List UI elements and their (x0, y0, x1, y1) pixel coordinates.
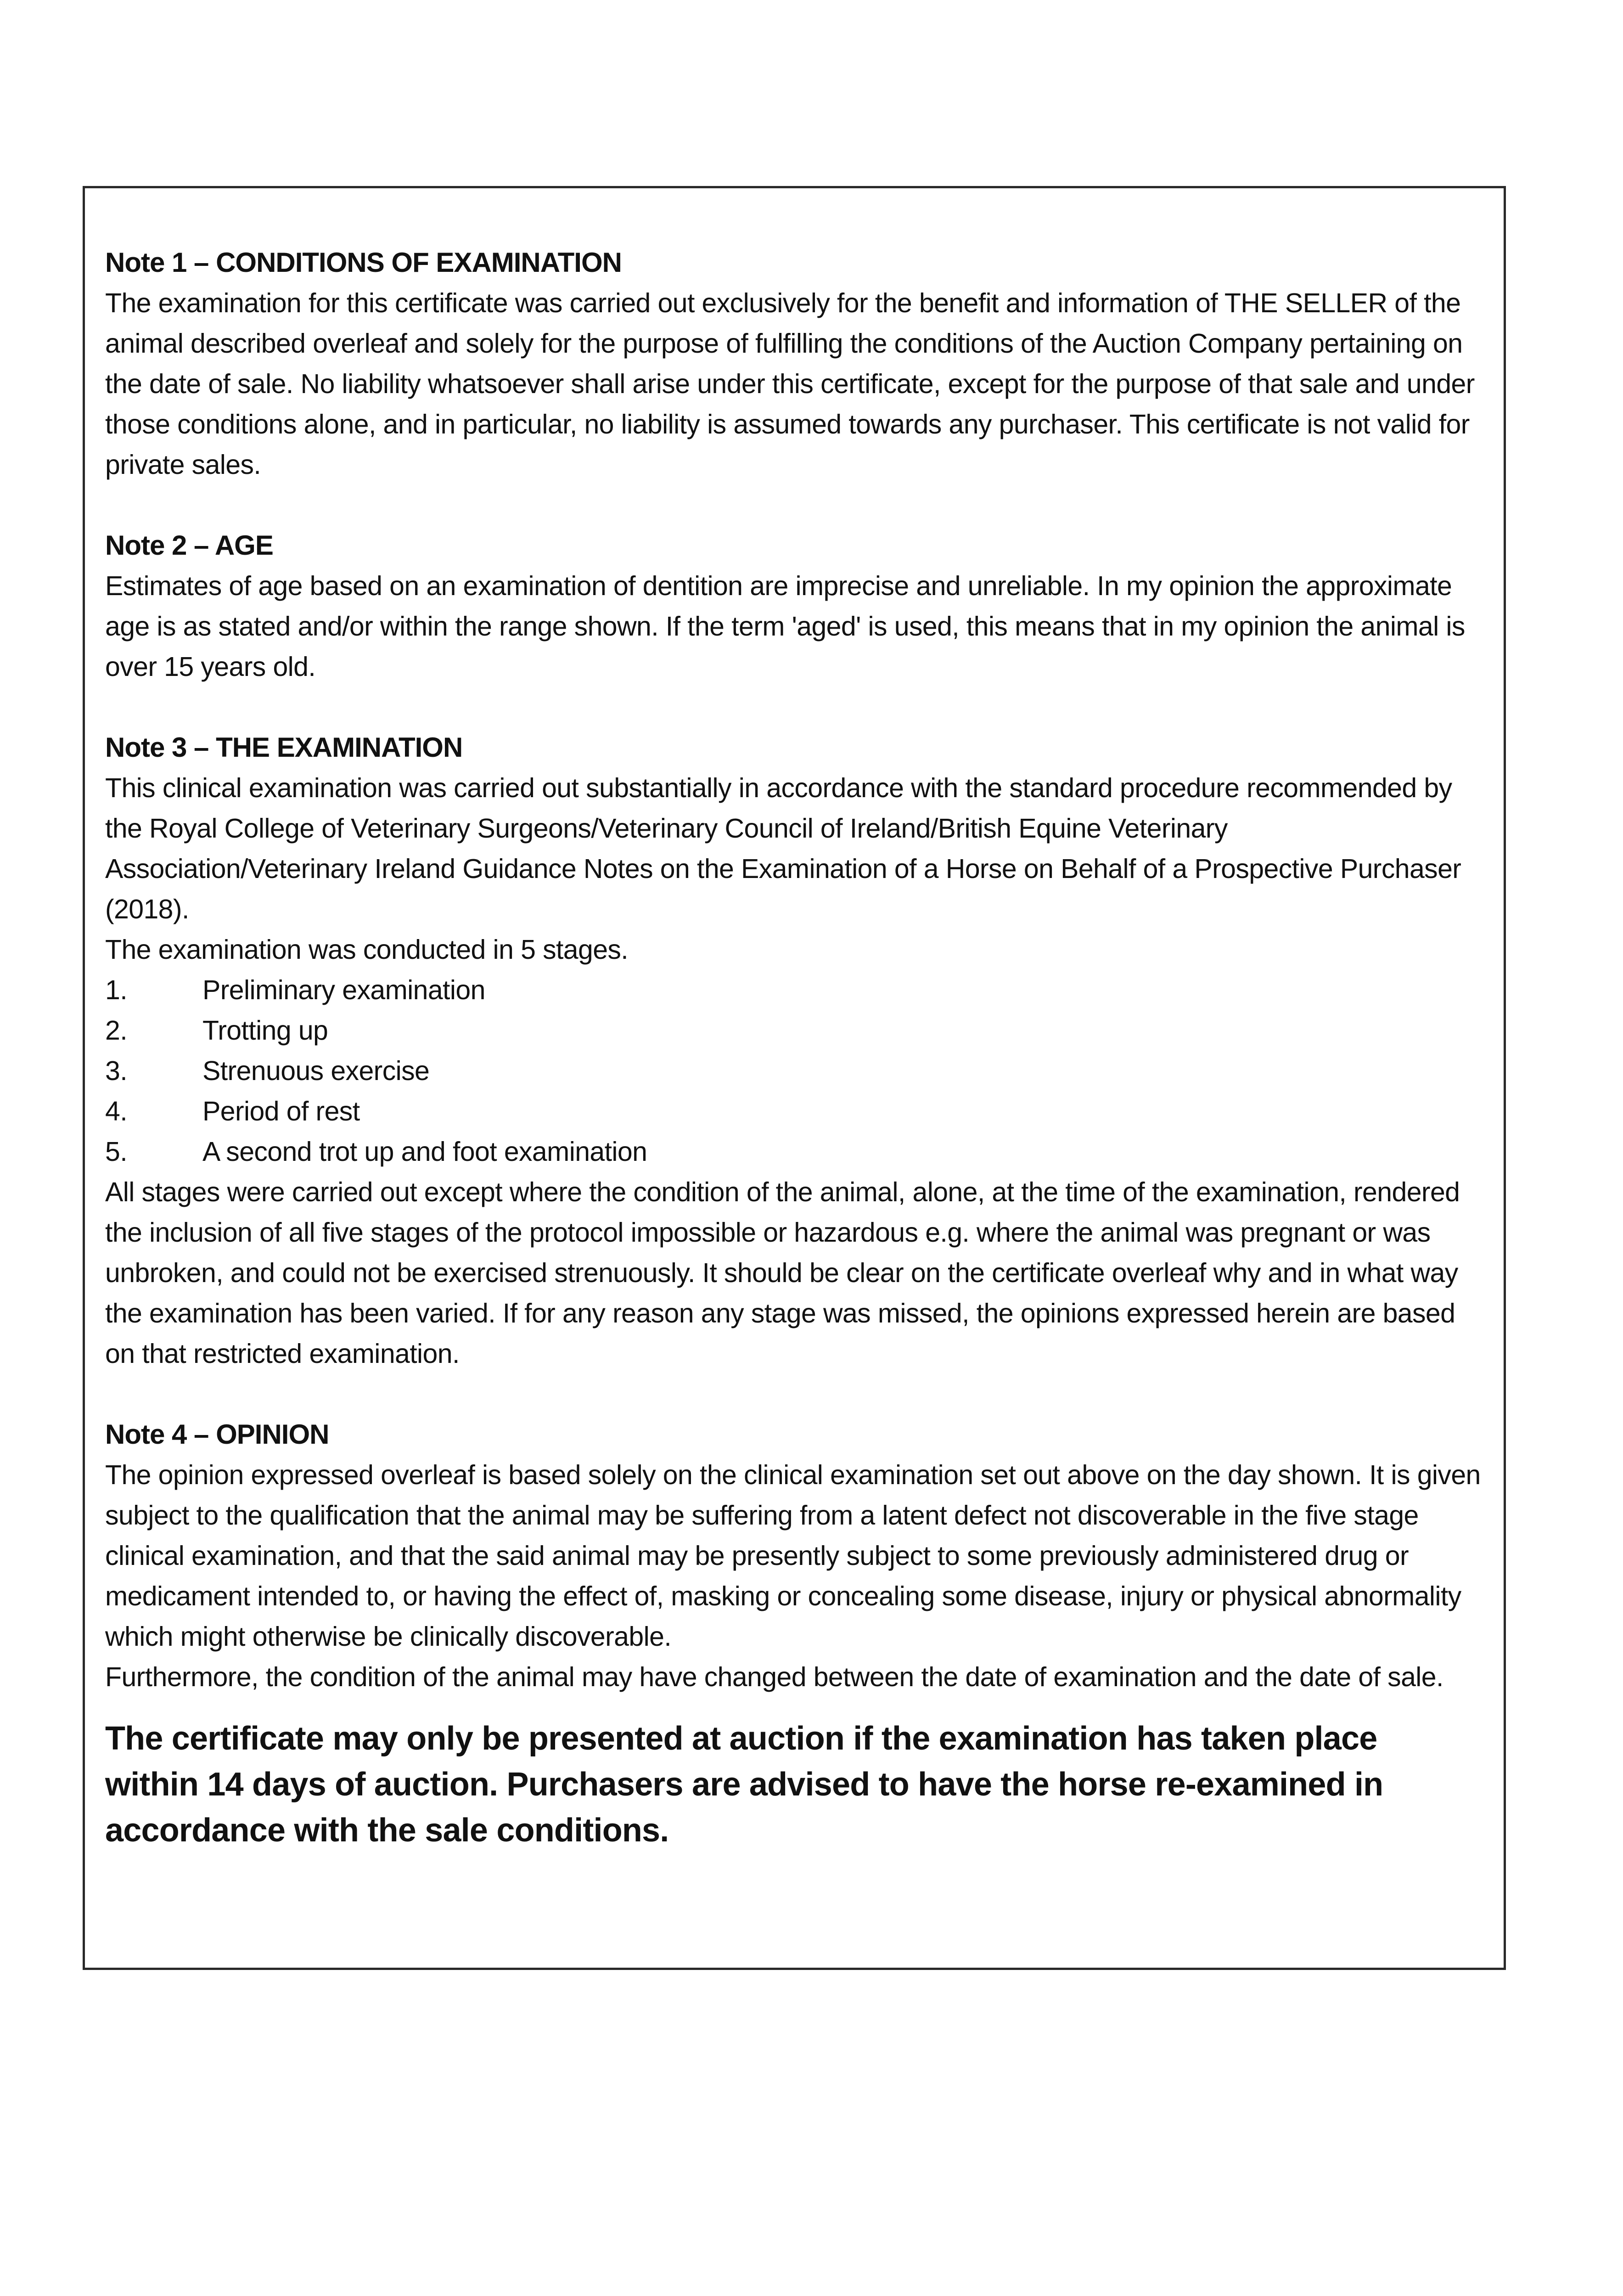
note-paragraph: The examination for this certificate was carried out exclusively for the benefit and information of THE SELLER of the animal described overleaf and solely for the purpose of fulfilling the conditions of the Auction Company pertaining on the date of sale. No liability whatsoever shall arise under this certificate, except for the purpose of that sale and under those conditions alone, and in particular, no liability is assumed towards any purchaser. This certificate is not valid for private sales. (105, 288, 1475, 480)
note-paragraph: Furthermore, the condition of the animal may have changed between the date of examination and the date of sale. (105, 1662, 1443, 1692)
stage-item (105, 1010, 1481, 1051)
stages-intro: The examination was conducted in 5 stages. (105, 934, 629, 965)
note-title: Note 2 – AGE (105, 530, 273, 561)
stage-label: Preliminary examination (202, 975, 485, 1005)
note-title: Note 1 – CONDITIONS OF EXAMINATION (105, 247, 622, 278)
stage-item (105, 970, 1481, 1010)
stage-number: 5. (105, 1137, 128, 1167)
note-opinion (105, 1414, 1481, 1697)
notes-box (83, 186, 1506, 1970)
note-paragraph: All stages were carried out except where the condition of the animal, alone, at the time of the examination, rendered the inclusion of all five stages of the protocol impossible or hazardous e.g. where the animal was pregnant or was unbroken, and could not be exercised strenuously. It should be clear on the certificate overleaf why and in what way the examination has been varied. If for any reason any stage was missed, the opinions expressed herein are based on that restricted examination. (105, 1177, 1460, 1369)
stage-item (105, 1051, 1481, 1091)
final-notice: The certificate may only be presented at auction if the examination has taken place within 14 days of auction. Purchasers are advised to have the horse re-examined in accordance with the sale conditions. (105, 1720, 1383, 1849)
stage-label: Period of rest (202, 1096, 360, 1126)
note-age (105, 525, 1481, 687)
note-title: Note 3 – THE EXAMINATION (105, 732, 463, 763)
stage-list (105, 970, 1481, 1172)
note-paragraph: This clinical examination was carried out substantially in accordance with the standard procedure recommended by the Royal College of Veterinary Surgeons/Veterinary Council of Ireland/British Equine Veterinary Association/Veterinary Ireland Guidance Notes on the Examination of a Horse on Behalf of a Prospective Purchaser (2018). (105, 773, 1461, 924)
note-the-examination (105, 727, 1481, 1374)
stage-label: Trotting up (202, 1015, 328, 1046)
stage-item (105, 1091, 1481, 1131)
stage-item (105, 1131, 1481, 1172)
stage-number: 1. (105, 975, 128, 1005)
note-conditions-of-examination (105, 242, 1481, 485)
stage-label: Strenuous exercise (202, 1056, 430, 1086)
note-paragraph: Estimates of age based on an examination of dentition are imprecise and unreliable. In my opinion the approximate age is as stated and/or within the range shown. If the term 'aged' is used, this means that in my opinion the animal is over 15 years old. (105, 571, 1465, 682)
stage-number: 2. (105, 1015, 128, 1046)
stage-number: 3. (105, 1056, 128, 1086)
stage-number: 4. (105, 1096, 128, 1126)
stage-label: A second trot up and foot examination (202, 1137, 647, 1167)
note-paragraph: The opinion expressed overleaf is based solely on the clinical examination set out above on the day shown. It is given subject to the qualification that the animal may be suffering from a latent defect not discoverable in the five stage clinical examination, and that the said animal may be presently subject to some previously administered drug or medicament intended to, or having the effect of, masking or concealing some disease, injury or physical abnormality which might otherwise be clinically discoverable. (105, 1460, 1481, 1652)
note-title: Note 4 – OPINION (105, 1419, 329, 1450)
